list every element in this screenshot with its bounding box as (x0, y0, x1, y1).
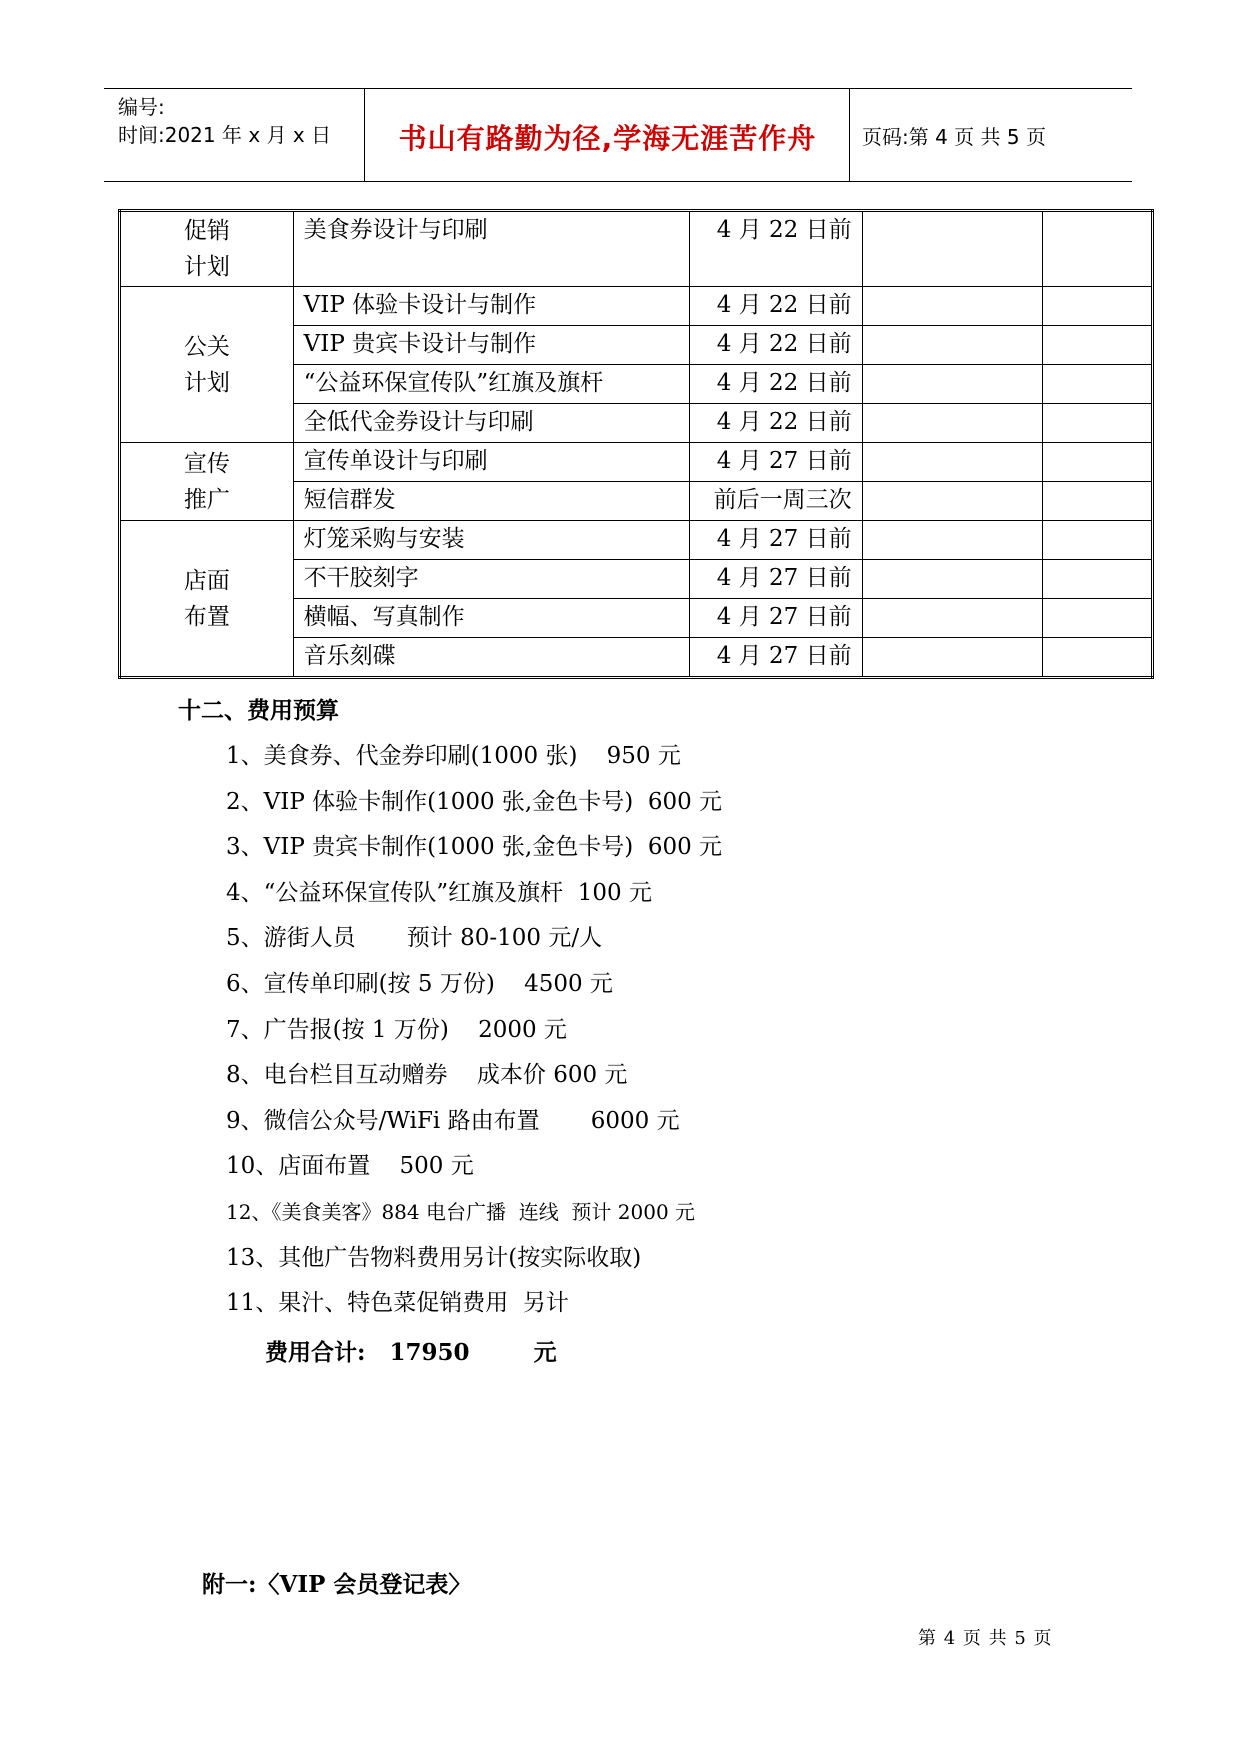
list-item: 11、果汁、特色菜促销费用 另计 (226, 1290, 569, 1317)
empty-cell (862, 521, 1043, 560)
date-cell: 4 月 22 日前 (689, 211, 862, 287)
page-header (104, 88, 1132, 182)
list-item: 8、电台栏目互动赠券 成本价 600 元 (226, 1062, 628, 1089)
task-cell: 灯笼采购与安装 (293, 521, 689, 560)
task-cell: 美食券设计与印刷 (293, 211, 689, 287)
date-cell: 4 月 27 日前 (689, 638, 862, 678)
empty-cell (862, 211, 1043, 287)
empty-cell (1043, 521, 1153, 560)
date-cell: 4 月 27 日前 (689, 599, 862, 638)
date-cell: 4 月 27 日前 (689, 443, 862, 482)
task-cell: VIP 贵宾卡设计与制作 (293, 326, 689, 365)
list-item: 1、美食券、代金券印刷(1000 张) 950 元 (226, 743, 681, 769)
task-cell: 音乐刻碟 (293, 638, 689, 678)
date-cell: 前后一周三次 (689, 482, 862, 521)
empty-cell (862, 404, 1043, 443)
date-cell: 4 月 22 日前 (689, 326, 862, 365)
slogan: 书山有路勤为径,学海无涯苦作舟 (398, 122, 817, 155)
empty-cell (862, 326, 1043, 365)
task-cell: “公益环保宣传队”红旗及旗杆 (293, 365, 689, 404)
table-row (120, 521, 1153, 560)
task-cell: 横幅、写真制作 (293, 599, 689, 638)
empty-cell (862, 287, 1043, 326)
empty-cell (1043, 365, 1153, 404)
empty-cell (1043, 638, 1153, 678)
task-cell: 全低代金券设计与印刷 (293, 404, 689, 443)
empty-cell (1043, 287, 1153, 326)
category-cell: 公关 计划 (120, 287, 294, 443)
budget-title: 十二、费用预算 (178, 697, 339, 724)
empty-cell (1043, 326, 1153, 365)
budget-total: 费用合计: 17950 元 (265, 1339, 557, 1366)
page-footer: 第 4 页 共 5 页 (918, 1628, 1053, 1649)
category-cell: 宣传 推广 (120, 443, 294, 521)
list-item: 4、“公益环保宣传队”红旗及旗杆 100 元 (226, 879, 652, 906)
empty-cell (862, 560, 1043, 599)
appendix-title: 附一:〈VIP 会员登记表〉 (202, 1571, 472, 1598)
list-item: 2、VIP 体验卡制作(1000 张,金色卡号) 600 元 (226, 788, 723, 815)
task-cell: 短信群发 (293, 482, 689, 521)
page-number-label: 页码:第 4 页 共 5 页 (862, 125, 1046, 149)
empty-cell (862, 365, 1043, 404)
list-item: 7、广告报(按 1 万份) 2000 元 (226, 1016, 567, 1043)
empty-cell (1043, 560, 1153, 599)
list-item: 13、其他广告物料费用另计(按实际收取) (226, 1244, 642, 1271)
list-item: 10、店面布置 500 元 (226, 1153, 474, 1180)
category-cell: 促销 计划 (120, 211, 294, 287)
list-item: 12、《美食美客》884 电台广播 连线 预计 2000 元 (226, 1199, 696, 1224)
header-meta (118, 93, 331, 149)
empty-cell (1043, 211, 1153, 287)
number-label: 编号: (118, 95, 165, 119)
empty-cell (862, 599, 1043, 638)
header-divider (849, 89, 850, 181)
task-cell: VIP 体验卡设计与制作 (293, 287, 689, 326)
empty-cell (1043, 443, 1153, 482)
empty-cell (1043, 599, 1153, 638)
task-cell: 宣传单设计与印刷 (293, 443, 689, 482)
task-cell: 不干胶刻字 (293, 560, 689, 599)
table-row (120, 211, 1153, 287)
list-item: 6、宣传单印刷(按 5 万份) 4500 元 (226, 970, 613, 997)
empty-cell (862, 443, 1043, 482)
budget-list (226, 738, 1126, 1331)
empty-cell (1043, 404, 1153, 443)
time-label: 时间:2021 年 x 月 x 日 (118, 123, 332, 147)
list-item: 3、VIP 贵宾卡制作(1000 张,金色卡号) 600 元 (226, 834, 723, 861)
table-row (120, 287, 1153, 326)
empty-cell (862, 482, 1043, 521)
empty-cell (1043, 482, 1153, 521)
empty-cell (862, 638, 1043, 678)
date-cell: 4 月 27 日前 (689, 521, 862, 560)
category-cell: 店面 布置 (120, 521, 294, 678)
date-cell: 4 月 22 日前 (689, 404, 862, 443)
plan-table (118, 209, 1154, 679)
list-item: 9、微信公众号/WiFi 路由布置 6000 元 (226, 1107, 680, 1134)
date-cell: 4 月 22 日前 (689, 287, 862, 326)
header-divider (364, 89, 365, 181)
date-cell: 4 月 27 日前 (689, 560, 862, 599)
date-cell: 4 月 22 日前 (689, 365, 862, 404)
table-row (120, 443, 1153, 482)
list-item: 5、游街人员 预计 80-100 元/人 (226, 925, 603, 952)
